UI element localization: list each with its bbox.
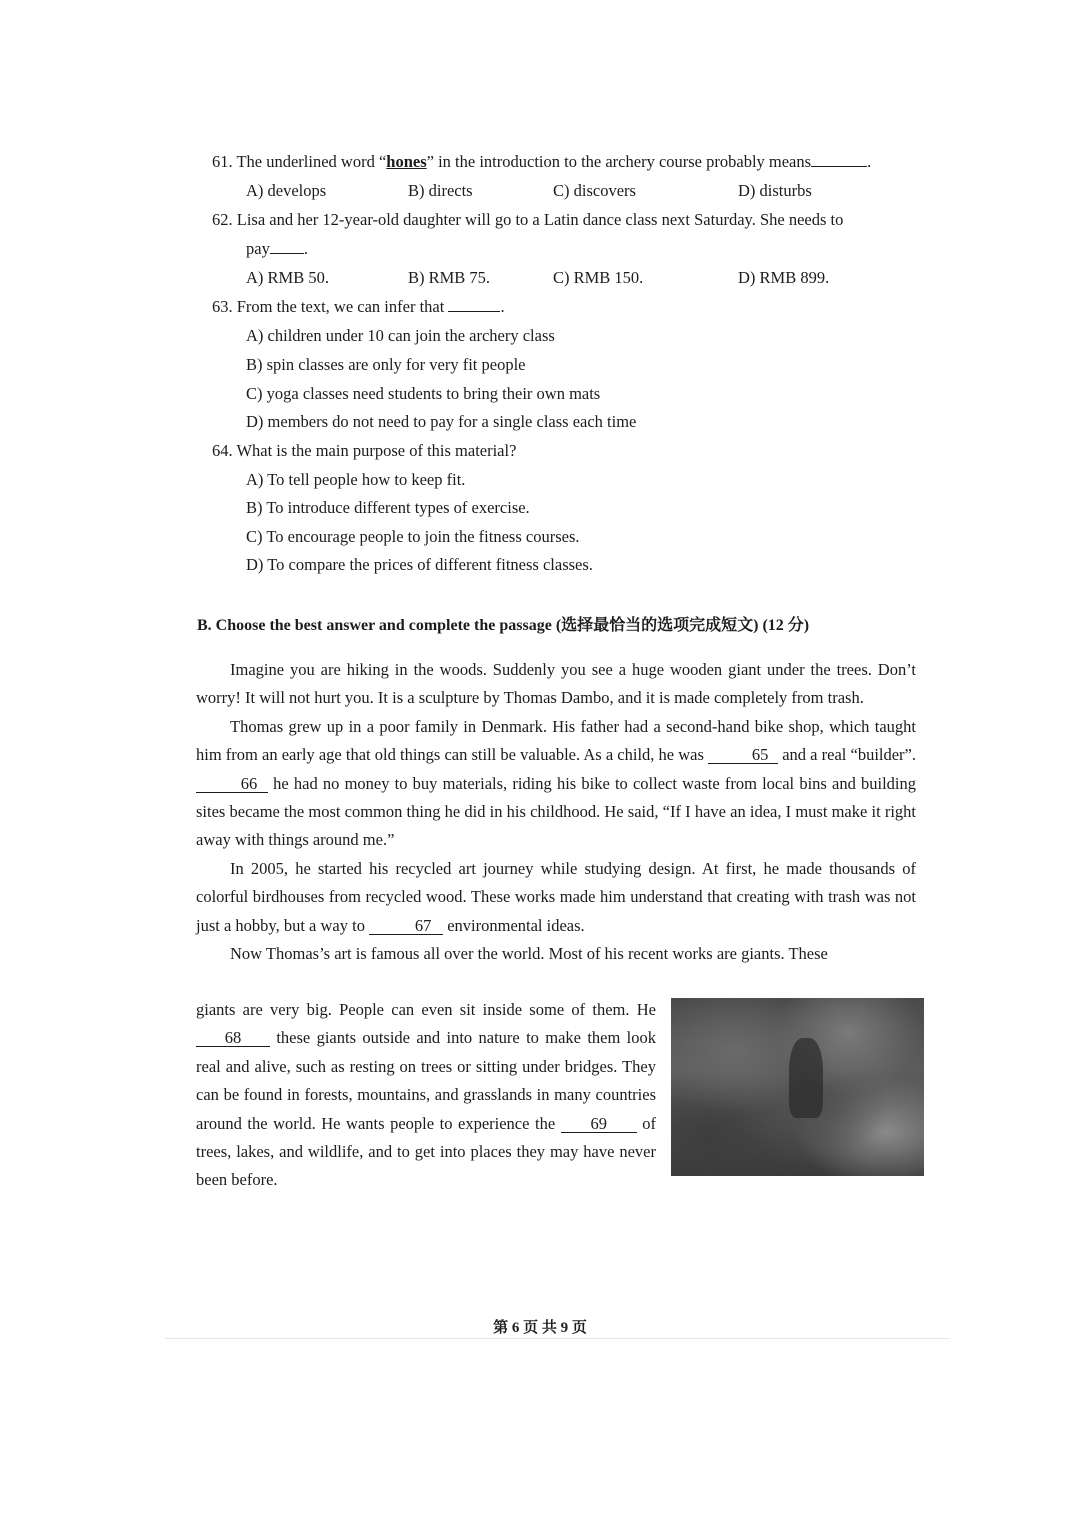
q61-stem-pre: 61. The underlined word “ [212,152,387,171]
passage-top [196,656,916,968]
passage-paragraph-2 [196,713,916,855]
page-number: 第 6 页 共 9 页 [493,1320,587,1336]
q63-option-d: D) members do not need to pay for a single class each time [246,412,637,431]
blank-68: 68 [196,1030,270,1047]
q62-option-c: C) RMB 150. [553,268,644,287]
question-62-stem: 62. Lisa and her 12-year-old daughter will go to a Latin dance class next Saturday. She needs to [212,210,844,229]
q63-option-a: A) children under 10 can join the archery class [246,326,555,345]
p3-text-a: In 2005, he started his recycled art journey while studying design. At first, he made thousands of colorful birdhouses from recycled wood. These works made him understand that creating with trash was not just a hobby, but a way to [196,858,916,935]
section-b-title: B. Choose the best answer and complete the passage (选择最恰当的选项完成短文) (12 分) [197,617,810,634]
q62-option-a: A) RMB 50. [246,268,329,287]
footer-divider [165,1338,950,1339]
question-64-stem: 64. What is the main purpose of this material? [212,441,517,460]
blank-69: 69 [561,1116,637,1133]
question-61-stem [212,151,871,173]
p2-text-b: and a real “builder”. [782,745,916,765]
q61-option-b: B) directs [408,181,473,200]
q64-option-b: B) To introduce different types of exercise. [246,498,530,517]
blank-66: 66 [196,776,268,793]
q61-option-a: A) develops [246,181,327,200]
q63-stem: 63. From the text, we can infer that [212,297,445,316]
p2-text-c: he had no money to buy materials, riding his bike to collect waste from local bins and building sites became the most common thing he did in his childhood. He said, “If I have an idea, I must make it right away with things around me.” [196,773,916,850]
passage-paragraph-1: Imagine you are hiking in the woods. Suddenly you see a huge wooden giant under the trees. Don’t worry! It will not hurt you. It is a sculpture by Thomas Dambo, and it is made completely from trash. [196,660,916,708]
q63-option-b: B) spin classes are only for very fit people [246,355,526,374]
q61-option-d: D) disturbs [738,181,812,200]
q62-blank [270,253,304,254]
passage-column [196,996,656,1195]
p4-text-a: giants are very big. People can even sit inside some of them. He [196,1000,656,1019]
giant-sculpture-shape [789,1038,823,1118]
p3-text-b: environmental ideas. [447,915,585,935]
blank-65: 65 [708,747,778,764]
q62-end: . [303,239,308,258]
q64-option-d: D) To compare the prices of different fitness classes. [246,555,593,574]
wooden-giant-photo [671,998,924,1176]
q61-blank [811,166,867,167]
q63-option-c: C) yoga classes need students to bring their own mats [246,384,601,403]
passage-paragraph-3 [196,855,916,940]
q62-option-b: B) RMB 75. [408,268,491,287]
passage-paragraph-4-rest [196,996,656,1195]
q64-option-c: C) To encourage people to join the fitness courses. [246,527,580,546]
q61-stem-post: ” in the introduction to the archery course probably means [426,152,812,171]
p4-text-c: of trees, lakes, and wildlife, and to get into places they may have never been before. [196,1113,657,1190]
q62-stem-cont: pay [246,239,270,258]
passage-paragraph-4-first-line: Now Thomas’s art is famous all over the world. Most of his recent works are giants. These [230,944,828,964]
p4-text-b: these giants outside and into nature to make them look real and alive, such as resting on trees or sitting under bridges. They can be found in forests, mountains, and grasslands in many countries around the world. He wants people to experience the [196,1028,656,1133]
q62-option-d: D) RMB 899. [738,268,830,287]
q61-option-c: C) discovers [553,181,636,200]
question-62-stem-cont [246,238,308,260]
q63-blank [448,311,500,312]
question-63-stem [212,296,505,318]
underlined-word: hones [386,152,427,171]
q63-end: . [500,297,505,316]
q61-end: . [867,152,872,171]
blank-67: 67 [369,918,443,935]
p2-text-a: Thomas grew up in a poor family in Denmark. His father had a second-hand bike shop, which taught him from an early age that old things can still be valuable. As a child, he was [196,716,916,765]
q64-option-a: A) To tell people how to keep fit. [246,470,466,489]
